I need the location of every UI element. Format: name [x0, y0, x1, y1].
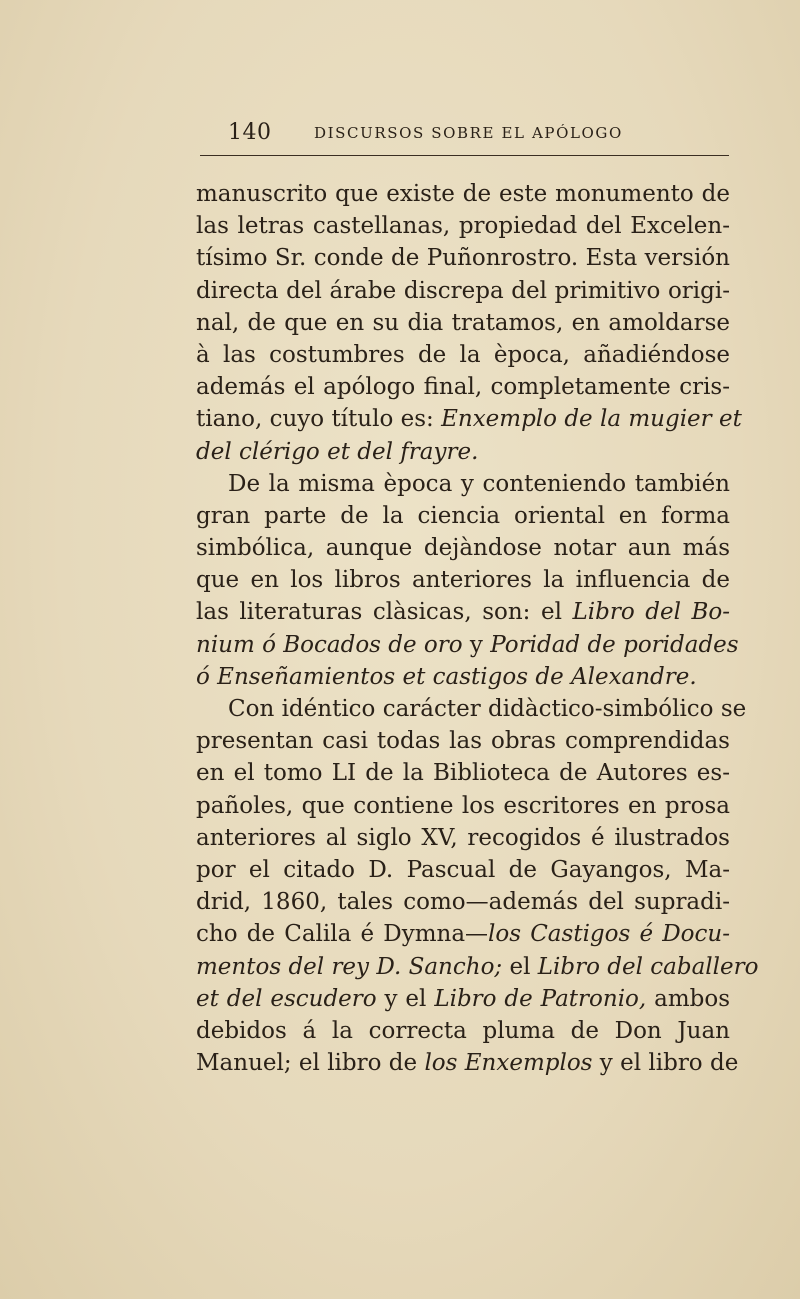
running-title: DISCURSOS SOBRE EL APÓLOGO	[314, 124, 623, 142]
text-run: Con idéntico carácter didàctico-simbólico se	[228, 696, 747, 722]
text-run: y el	[376, 985, 435, 1012]
text-run: manuscrito que existe de este monumento de	[196, 181, 730, 207]
header-rule	[200, 155, 729, 156]
italic-title-text: Poridad de poridades	[490, 631, 739, 658]
text-line	[196, 757, 730, 789]
italic-title-text: Enxemplo de la mugier et	[441, 406, 742, 433]
text-run: simbólica, aunque dejàndose notar aun más	[196, 535, 730, 562]
text-run: las literaturas clàsicas, son: el	[196, 599, 573, 626]
text-line	[196, 403, 742, 435]
text-line	[196, 564, 730, 596]
text-run: tiano, cuyo título es:	[196, 406, 442, 433]
italic-title-text: del clérigo et del frayre.	[196, 438, 479, 465]
text-line	[196, 178, 730, 210]
text-line	[196, 854, 730, 886]
text-run: cho de Calila é Dymna—	[196, 921, 489, 948]
text-run: directa del árabe discrepa del primitivo origi-	[196, 277, 730, 304]
text-line	[196, 725, 730, 757]
text-line	[196, 693, 747, 725]
text-run: anteriores al siglo XV, recogidos é ilustrados	[196, 824, 730, 851]
text-line	[196, 1015, 730, 1047]
text-line	[196, 661, 730, 693]
italic-title-text: nium ó Bocados de oro	[196, 631, 463, 658]
text-run: el	[502, 953, 538, 980]
text-run: à las costumbres de la època, añadiéndose	[196, 341, 730, 368]
body-text	[196, 178, 759, 1079]
text-line	[196, 822, 730, 854]
italic-title-text: Libro del caballero	[537, 953, 759, 980]
italic-title-text: ó Enseñamientos et castigos de Alexandre.	[196, 663, 697, 690]
text-line	[196, 629, 739, 661]
text-run: las letras castellanas, propiedad del Excelen-	[196, 213, 730, 240]
text-line	[196, 468, 730, 500]
text-run: pañoles, que contiene los escritores en prosa	[196, 792, 730, 819]
text-line	[196, 983, 730, 1015]
text-run: en el tomo LI de la Biblioteca de Autores es-	[196, 760, 730, 787]
text-line	[196, 951, 759, 983]
text-run: y	[462, 631, 491, 658]
text-run: gran parte de la ciencia oriental en forma	[196, 502, 730, 529]
italic-title-text: Libro del Bo-	[572, 599, 730, 626]
page-header	[228, 120, 748, 150]
text-run: De la misma època y conteniendo también	[228, 470, 730, 497]
text-line	[196, 500, 730, 532]
text-line	[196, 1047, 739, 1079]
text-line	[196, 307, 730, 339]
text-run: por el citado D. Pascual de Gayangos, Ma-	[196, 856, 730, 883]
text-run: nal, de que en su dia tratamos, en amoldarse	[196, 309, 730, 336]
italic-title-text: los Castigos é Docu-	[488, 921, 730, 948]
text-line	[196, 532, 730, 564]
text-line	[196, 596, 730, 628]
text-line	[196, 339, 730, 371]
text-run: debidos á la correcta pluma de Don Juan	[196, 1017, 730, 1044]
text-run: drid, 1860, tales como—además del supradi-	[196, 889, 730, 916]
text-run: y el libro de	[592, 1050, 739, 1077]
text-line	[196, 886, 730, 918]
text-run: ambos	[646, 985, 731, 1012]
italic-title-text: Libro de Patronio,	[434, 985, 647, 1012]
italic-title-text: et del escudero	[196, 985, 377, 1012]
text-line	[196, 436, 730, 468]
text-line	[196, 790, 730, 822]
text-line	[196, 275, 730, 307]
page-number: 140	[228, 120, 272, 145]
italic-title-text: los Enxemplos	[424, 1050, 593, 1077]
italic-title-text: mentos del rey D. Sancho;	[196, 953, 503, 980]
text-run: que en los libros anteriores la influencia de	[196, 567, 730, 594]
text-run: además el apólogo final, completamente cris-	[196, 374, 730, 401]
text-line	[196, 210, 730, 242]
text-run: Manuel; el libro de	[196, 1050, 425, 1077]
text-line	[196, 371, 730, 403]
text-run: presentan casi todas las obras comprendidas	[196, 728, 730, 755]
text-line	[196, 918, 730, 950]
text-run: tísimo Sr. conde de Puñonrostro. Esta versión	[196, 245, 730, 272]
text-line	[196, 242, 730, 274]
